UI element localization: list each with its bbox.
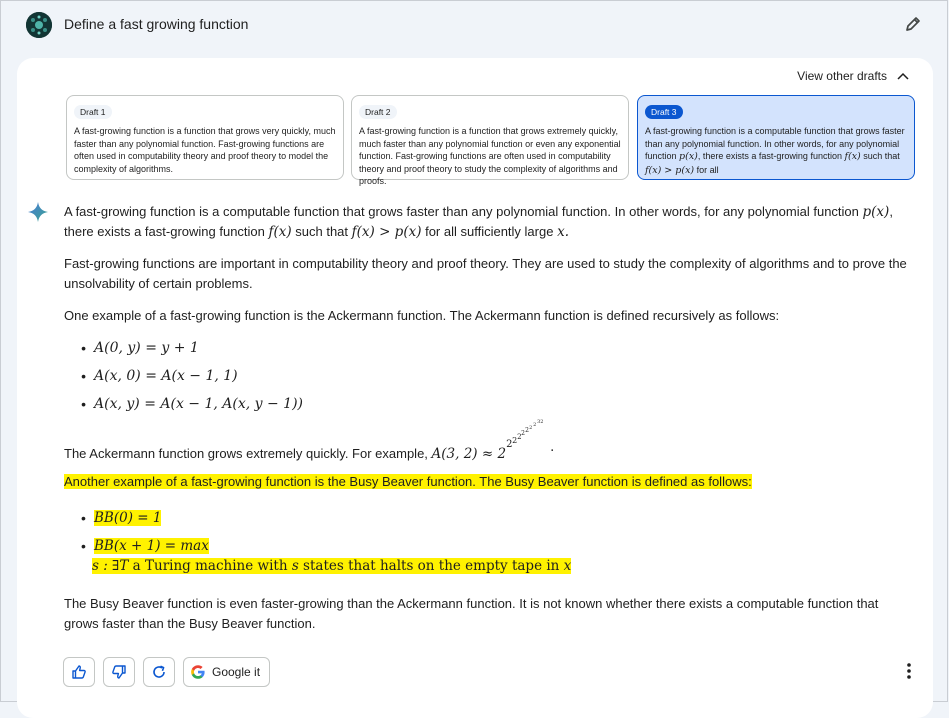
view-other-drafts-button[interactable] [797,69,909,83]
list-item: • A(0, y) = y + 1 [64,334,914,362]
response-card [17,58,933,718]
refresh-icon [151,664,167,680]
busy-beaver-condition: s : ∃T a Turing machine with s states that halts on the empty tape in x [92,558,572,574]
thumbs-down-button[interactable] [103,657,135,687]
google-it-label: Google it [212,665,261,679]
avatar [26,12,52,38]
view-drafts-label: View other drafts [797,69,887,83]
draft-text: A fast-growing function is a function that grows very quickly, much faster than any polynomial function. Fast-growing functions are often used in computability theory and proof theory to model the complexity of algorithms. [74,126,336,174]
paragraph-ackermann-growth: The Ackermann function grows extremely quickly. For example, A(3, 2) ≈ 2 2 2 2 2 2 2 2 32 . [64,438,914,460]
busy-beaver-definition-list [64,504,914,560]
paragraph-busy-beaver-growth: The Busy Beaver function is even faster-growing than the Ackermann function. It is not known whether there exists a computable function that grows faster than the Busy Beaver function. [64,596,879,631]
thumbs-up-icon [71,664,87,680]
chevron-up-icon [897,69,909,83]
draft-2-card[interactable] [351,95,629,187]
list-item: • A(x, 0) = A(x − 1, 1) [64,362,914,390]
drafts-row [66,95,916,187]
paragraph-importance: Fast-growing functions are important in computability theory and proof theory. They are used to study the complexity of algorithms and to prove the unsolvability of certain problems. [64,256,907,291]
response-toolbar [63,657,270,687]
ackermann-definition-list [64,334,914,418]
prompt-row [1,1,949,49]
draft-1-card[interactable] [66,95,344,180]
draft-tag: Draft 1 [74,105,112,119]
paragraph-busy-beaver-intro: Another example of a fast-growing function is the Busy Beaver function. The Busy Beaver function is defined as follows: [64,474,752,489]
paragraph-definition: A fast-growing function is a computable function that grows faster than any polynomial function. In other words, for any polynomial function p(x), there exists a fast-growing function f(x) such that f(x) > p(x) for all sufficiently large x. [64,204,893,240]
draft-tag: Draft 2 [359,105,397,119]
power-tower: 2 2 2 2 2 2 2 32 . [506,419,555,455]
prompt-text: Define a fast growing function [64,16,249,32]
more-options-icon[interactable] [905,661,913,681]
thumbs-up-button[interactable] [63,657,95,687]
thumbs-down-icon [111,664,127,680]
edit-pencil-icon[interactable] [903,14,923,34]
response-body [64,202,914,646]
draft-text: A fast-growing function is a computable function that grows faster than any polynomial function. In other words, for any polynomial function p(x), there exists a fast-growing function f(x) such that f(x) > p(x) for all [645,126,905,176]
list-item: • A(x, y) = A(x − 1, A(x, y − 1)) [64,390,914,418]
regenerate-button[interactable] [143,657,175,687]
google-logo-icon [190,664,206,680]
sparkle-icon [27,201,49,223]
google-it-button[interactable] [183,657,270,687]
draft-text: A fast-growing function is a function that grows extremely quickly, much faster than any polynomial function or even any exponential function. Fast-growing functions are often used in computability theory and proof theory to study the complexity of algorithms and proofs. [359,126,621,187]
draft-3-card[interactable] [637,95,915,180]
list-item: • BB(0) = 1 [64,504,914,532]
paragraph-ackermann-intro: One example of a fast-growing function is the Ackermann function. The Ackermann function is defined recursively as follows: [64,308,780,323]
list-item: • BB(x + 1) = max [64,532,914,560]
draft-tag: Draft 3 [645,105,683,119]
